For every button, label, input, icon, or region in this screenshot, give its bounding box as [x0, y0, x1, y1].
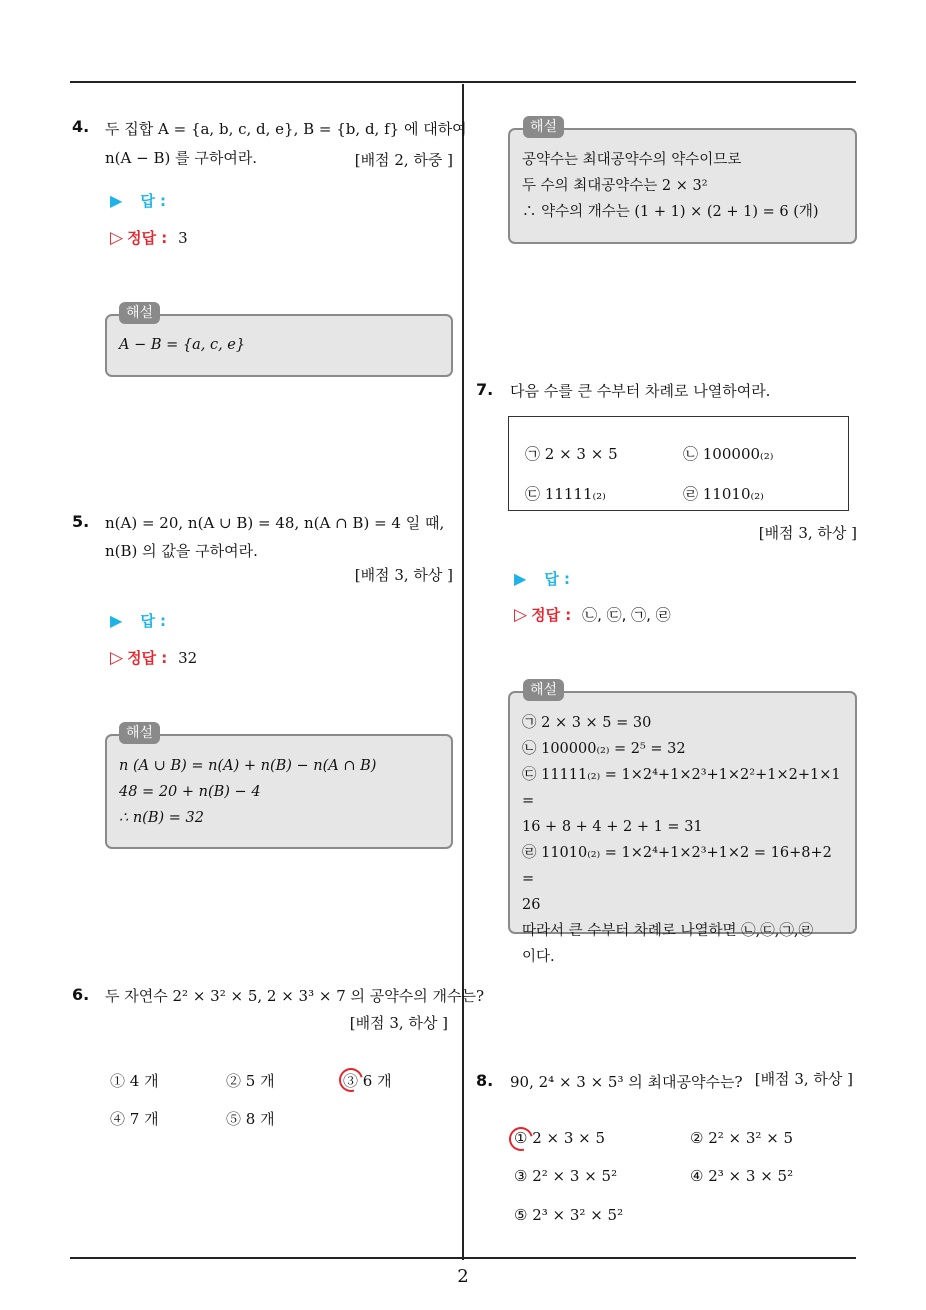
q7-solution-line: 이다.: [522, 949, 555, 965]
q7-text-line1: 다음 수를 큰 수부터 차례로 나열하여라.: [510, 382, 771, 400]
q8-score: [배점 3, 하상 ]: [754, 1070, 853, 1088]
q5-correct: ▷ 정답 : 32: [110, 648, 198, 668]
q6-choice-2[interactable]: ② 5 개: [226, 1072, 275, 1090]
q4-solution-box: [105, 314, 453, 377]
q4-correct: ▷ 정답 : 3: [110, 228, 188, 248]
q7-solution-line: ㉢ 11111₍₂₎ = 1×2⁴+1×2³+1×2²+1×2+1×1 =: [522, 767, 841, 809]
q8-selected-circle-mark: [505, 1123, 538, 1156]
q5-text-line2: n(B) 의 값을 구하여라.: [105, 542, 258, 560]
play-icon: ▶: [110, 191, 123, 210]
q4-number: 4.: [72, 117, 90, 136]
q6-selected-circle-mark: [335, 1064, 368, 1097]
q7-solution-line: 26: [522, 897, 541, 913]
q5-correct-value: 32: [178, 649, 198, 667]
q7-answer-label: ▶ 답 :: [514, 569, 571, 588]
q5-number: 5.: [72, 512, 90, 531]
q6-choice-3[interactable]: ③ 6 개: [343, 1072, 392, 1090]
q7-solution-tag: 해설: [523, 679, 564, 701]
q7-solution-line: ㉣ 11010₍₂₎ = 1×2⁴+1×2³+1×2 = 16+8+2 =: [522, 845, 832, 887]
q7-score: [배점 3, 하상 ]: [758, 524, 857, 542]
q5-solution-tag: 해설: [119, 722, 160, 744]
q8-number: 8.: [476, 1071, 494, 1090]
play-icon: ▶: [514, 569, 527, 588]
q4-answer-label: ▶ 답 :: [110, 191, 167, 210]
q6-solution-line: 두 수의 최대공약수는 2 × 3²: [522, 178, 708, 194]
q4-text-line2: n(A − B) 를 구하여라.: [105, 149, 258, 167]
q7-item-a: ㉠ 2 × 3 × 5: [525, 445, 618, 463]
q7-item-c: ㉢ 11111₍₂₎: [525, 485, 606, 503]
q6-number: 6.: [72, 985, 90, 1004]
page-number: 2: [457, 1266, 469, 1287]
column-divider: [462, 84, 464, 1260]
q7-number: 7.: [476, 380, 494, 399]
q7-solution-box: [508, 691, 857, 965]
q6-solution-tag: 해설: [523, 116, 564, 138]
q8-text-line1: 90, 2⁴ × 3 × 5³ 의 최대공약수는?: [510, 1073, 743, 1091]
q5-solution-line: ∴ n(B) = 32: [119, 810, 204, 826]
q7-solution-line: ㉡ 100000₍₂₎ = 2⁵ = 32: [522, 741, 686, 757]
triangle-outline-icon: ▷: [110, 228, 124, 248]
q8-choice-4[interactable]: ④ 2³ × 3 × 5²: [690, 1167, 794, 1185]
q5-solution-box: [105, 734, 453, 849]
q8-choice-1[interactable]: ① 2 × 3 × 5: [514, 1129, 606, 1147]
q7-items-box: [508, 416, 849, 511]
play-icon: ▶: [110, 611, 123, 630]
q4-score: [배점 2, 하중 ]: [354, 151, 453, 169]
q5-text-line1: n(A) = 20, n(A ∪ B) = 48, n(A ∩ B) = 4 일 때,: [105, 514, 445, 532]
q4-solution-tag: 해설: [119, 302, 160, 324]
q7-solution-line: ㉠ 2 × 3 × 5 = 30: [522, 715, 652, 731]
q4-text-line1: 두 집합 A = {a, b, c, d, e}, B = {b, d, f} 에 대하여: [105, 120, 467, 138]
q6-score: [배점 3, 하상 ]: [349, 1014, 448, 1032]
q5-score: [배점 3, 하상 ]: [354, 566, 453, 584]
q6-choice-1[interactable]: ① 4 개: [110, 1072, 159, 1090]
q7-item-b: ㉡ 100000₍₂₎: [683, 445, 774, 463]
q8-choice-3[interactable]: ③ 2² × 3 × 5²: [514, 1167, 618, 1185]
q7-item-d: ㉣ 11010₍₂₎: [683, 485, 764, 503]
top-rule: [70, 81, 856, 83]
q7-solution-line: 16 + 8 + 4 + 2 + 1 = 31: [522, 819, 703, 835]
q8-choice-5[interactable]: ⑤ 2³ × 3² × 5²: [514, 1206, 624, 1224]
q5-solution-line: 48 = 20 + n(B) − 4: [119, 784, 261, 800]
q6-solution-line: ∴ 약수의 개수는 (1 + 1) × (2 + 1) = 6 (개): [522, 204, 819, 220]
q6-text-line1: 두 자연수 2² × 3² × 5, 2 × 3³ × 7 의 공약수의 개수는?: [105, 987, 485, 1005]
triangle-outline-icon: ▷: [514, 605, 528, 625]
q5-solution-line: n (A ∪ B) = n(A) + n(B) − n(A ∩ B): [119, 758, 377, 774]
triangle-outline-icon: ▷: [110, 648, 124, 668]
q4-solution-line: A − B = {a, c, e}: [119, 337, 246, 353]
q6-solution-line: 공약수는 최대공약수의 약수이므로: [522, 152, 742, 168]
q5-answer-label: ▶ 답 :: [110, 611, 167, 630]
q8-choice-2[interactable]: ② 2² × 3² × 5: [690, 1129, 794, 1147]
q6-choice-4[interactable]: ④ 7 개: [110, 1110, 159, 1128]
q6-solution-box: [508, 128, 857, 244]
q7-correct-value: ㉡, ㉢, ㉠, ㉣: [582, 606, 671, 624]
q4-correct-value: 3: [178, 229, 188, 247]
q6-choice-5[interactable]: ⑤ 8 개: [226, 1110, 275, 1128]
q7-solution-line: 따라서 큰 수부터 차례로 나열하면 ㉡,㉢,㉠,㉣: [522, 923, 813, 939]
q7-correct: ▷ 정답 : ㉡, ㉢, ㉠, ㉣: [514, 605, 671, 625]
